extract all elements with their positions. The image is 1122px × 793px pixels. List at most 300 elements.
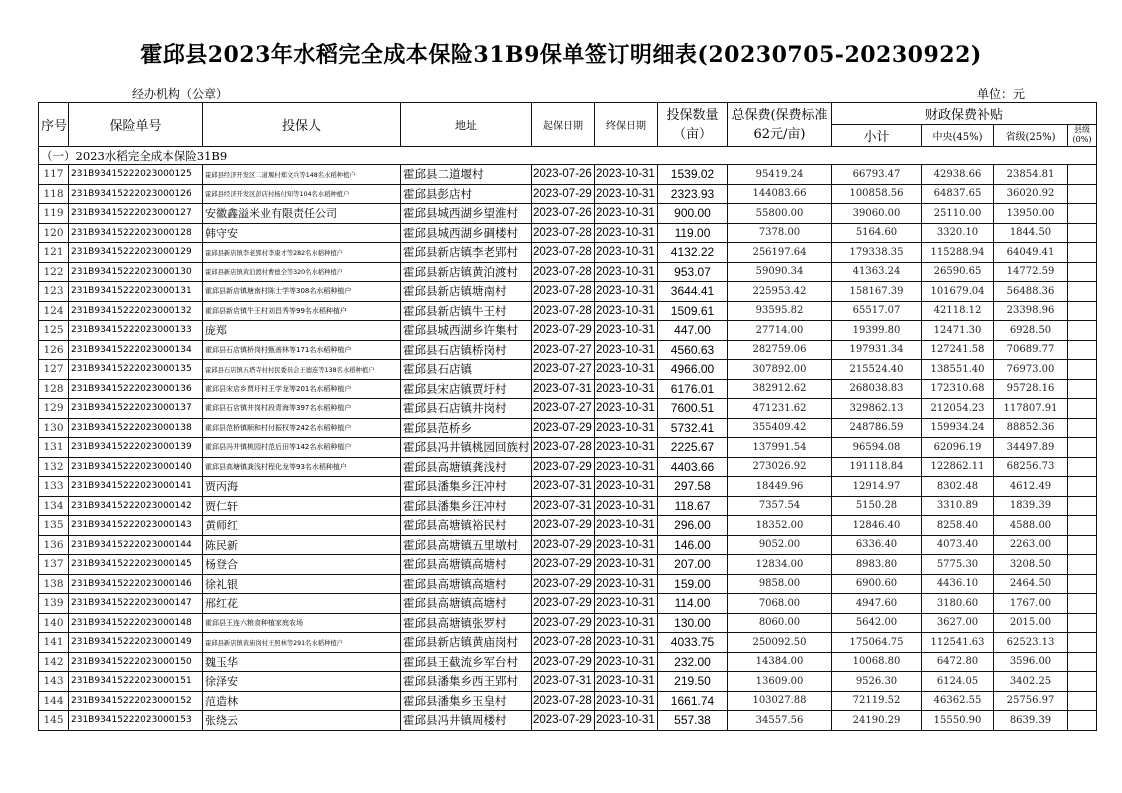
- provincial-cell: 4588.00: [994, 516, 1068, 536]
- header-insured: 投保人: [203, 103, 401, 147]
- insured-cell: 贾丙海: [203, 477, 401, 497]
- provincial-cell: 95728.16: [994, 379, 1068, 399]
- table-row: [39, 516, 1097, 536]
- seq-cell: 118: [39, 184, 69, 204]
- central-cell: 115288.94: [922, 243, 994, 263]
- seq-cell: 117: [39, 165, 69, 185]
- end-date-cell: 2023-10-31: [595, 418, 658, 438]
- total-premium-cell: 12834.00: [728, 555, 832, 575]
- subtotal-cell: 4947.60: [832, 594, 922, 614]
- seq-cell: 145: [39, 711, 69, 731]
- county-cell: [1068, 594, 1097, 614]
- insured-cell: 霍邱县石店镇井岗村段青海等397名水稻种植户: [203, 399, 401, 419]
- seq-cell: 125: [39, 321, 69, 341]
- total-premium-cell: 103027.88: [728, 691, 832, 711]
- insured-cell: 杨登合: [203, 555, 401, 575]
- subtotal-cell: 175064.75: [832, 633, 922, 653]
- insured-cell: 贾仁轩: [203, 496, 401, 516]
- total-premium-cell: 225953.42: [728, 282, 832, 302]
- policy-no-cell: 231B93415222023000140: [69, 457, 203, 477]
- provincial-cell: 34497.89: [994, 438, 1068, 458]
- provincial-cell: 2015.00: [994, 613, 1068, 633]
- quantity-cell: 4403.66: [658, 457, 728, 477]
- county-cell: [1068, 711, 1097, 731]
- quantity-cell: 4966.00: [658, 360, 728, 380]
- insured-cell: 霍邱县经济开发区彭店村杨付知等104名水稻种植户: [203, 184, 401, 204]
- subtotal-cell: 12914.97: [832, 477, 922, 497]
- subtotal-cell: 191118.84: [832, 457, 922, 477]
- table-row: [39, 165, 1097, 185]
- total-premium-cell: 256197.64: [728, 243, 832, 263]
- end-date-cell: 2023-10-31: [595, 399, 658, 419]
- address-cell: 霍邱县城西湖乡望淮村: [401, 204, 532, 224]
- subtotal-cell: 248786.59: [832, 418, 922, 438]
- insured-cell: 庞郑: [203, 321, 401, 341]
- address-cell: 霍邱县新店镇塘南村: [401, 282, 532, 302]
- start-date-cell: 2023-07-26: [532, 204, 595, 224]
- county-cell: [1068, 438, 1097, 458]
- end-date-cell: 2023-10-31: [595, 535, 658, 555]
- seq-cell: 131: [39, 438, 69, 458]
- insured-cell: 霍邱县王连六粮食种植家庭农场: [203, 613, 401, 633]
- start-date-cell: 2023-07-29: [532, 711, 595, 731]
- county-cell: [1068, 360, 1097, 380]
- unit-label: 单位：元: [977, 87, 1026, 101]
- address-cell: 霍邱县彭店村: [401, 184, 532, 204]
- county-cell: [1068, 399, 1097, 419]
- subtotal-cell: 24190.29: [832, 711, 922, 731]
- subtotal-cell: 6336.40: [832, 535, 922, 555]
- insured-cell: 霍邱县新店镇塘南村陈士学等308名水稻种植户: [203, 282, 401, 302]
- address-cell: 霍邱县潘集乡汪冲村: [401, 477, 532, 497]
- insured-cell: 范造林: [203, 691, 401, 711]
- end-date-cell: 2023-10-31: [595, 340, 658, 360]
- central-cell: 62096.19: [922, 438, 994, 458]
- quantity-cell: 296.00: [658, 516, 728, 536]
- seq-cell: 143: [39, 672, 69, 692]
- county-cell: [1068, 574, 1097, 594]
- quantity-cell: 118.67: [658, 496, 728, 516]
- quantity-cell: 297.58: [658, 477, 728, 497]
- subtotal-cell: 8983.80: [832, 555, 922, 575]
- end-date-cell: 2023-10-31: [595, 184, 658, 204]
- total-premium-cell: 9052.00: [728, 535, 832, 555]
- total-premium-cell: 250092.50: [728, 633, 832, 653]
- quantity-cell: 232.00: [658, 652, 728, 672]
- start-date-cell: 2023-07-29: [532, 613, 595, 633]
- subtotal-cell: 10068.80: [832, 652, 922, 672]
- start-date-cell: 2023-07-29: [532, 516, 595, 536]
- total-premium-cell: 7357.54: [728, 496, 832, 516]
- central-cell: 101679.04: [922, 282, 994, 302]
- address-cell: 霍邱县宋店镇贾圩村: [401, 379, 532, 399]
- address-cell: 霍邱县冯井镇桃园回族村: [401, 438, 532, 458]
- policy-no-cell: 231B93415222023000126: [69, 184, 203, 204]
- table-row: [39, 399, 1097, 419]
- central-cell: 64837.65: [922, 184, 994, 204]
- end-date-cell: 2023-10-31: [595, 574, 658, 594]
- address-cell: 霍邱县高塘镇裕民村: [401, 516, 532, 536]
- central-cell: 3180.60: [922, 594, 994, 614]
- table-row: [39, 340, 1097, 360]
- provincial-cell: 8639.39: [994, 711, 1068, 731]
- policy-no-cell: 231B93415222023000153: [69, 711, 203, 731]
- total-premium-cell: 95419.24: [728, 165, 832, 185]
- total-premium-cell: 273026.92: [728, 457, 832, 477]
- seq-cell: 129: [39, 399, 69, 419]
- county-cell: [1068, 301, 1097, 321]
- end-date-cell: 2023-10-31: [595, 223, 658, 243]
- end-date-cell: 2023-10-31: [595, 204, 658, 224]
- county-cell: [1068, 282, 1097, 302]
- start-date-cell: 2023-07-29: [532, 652, 595, 672]
- county-cell: [1068, 243, 1097, 263]
- seq-cell: 130: [39, 418, 69, 438]
- start-date-cell: 2023-07-26: [532, 165, 595, 185]
- end-date-cell: 2023-10-31: [595, 379, 658, 399]
- start-date-cell: 2023-07-28: [532, 262, 595, 282]
- total-premium-cell: 9858.00: [728, 574, 832, 594]
- central-cell: 42938.66: [922, 165, 994, 185]
- policy-no-cell: 231B93415222023000152: [69, 691, 203, 711]
- end-date-cell: 2023-10-31: [595, 711, 658, 731]
- central-cell: 25110.00: [922, 204, 994, 224]
- total-premium-cell: 8060.00: [728, 613, 832, 633]
- provincial-cell: 4612.49: [994, 477, 1068, 497]
- insured-cell: 霍邱县石店镇五塔寺村村民委员会王德连等138名水稻种植户: [203, 360, 401, 380]
- quantity-cell: 4132.22: [658, 243, 728, 263]
- policy-no-cell: 231B93415222023000134: [69, 340, 203, 360]
- subtotal-cell: 41363.24: [832, 262, 922, 282]
- provincial-cell: 23398.96: [994, 301, 1068, 321]
- policy-no-cell: 231B93415222023000132: [69, 301, 203, 321]
- address-cell: 霍邱县王截流乡军台村: [401, 652, 532, 672]
- seq-cell: 124: [39, 301, 69, 321]
- insured-cell: 霍邱县冯井镇桃园村范后田等142名水稻种植户: [203, 438, 401, 458]
- provincial-cell: 1839.39: [994, 496, 1068, 516]
- start-date-cell: 2023-07-28: [532, 438, 595, 458]
- end-date-cell: 2023-10-31: [595, 516, 658, 536]
- county-cell: [1068, 457, 1097, 477]
- quantity-cell: 953.07: [658, 262, 728, 282]
- quantity-cell: 146.00: [658, 535, 728, 555]
- header-policy-no: 保险单号: [69, 103, 203, 147]
- subtotal-cell: 96594.08: [832, 438, 922, 458]
- subtotal-cell: 39060.00: [832, 204, 922, 224]
- total-premium-cell: 18449.96: [728, 477, 832, 497]
- county-cell: [1068, 223, 1097, 243]
- central-cell: 138551.40: [922, 360, 994, 380]
- table-row: [39, 184, 1097, 204]
- address-cell: 霍邱县潘集乡西王郢村: [401, 672, 532, 692]
- table-row: [39, 438, 1097, 458]
- subtotal-cell: 158167.39: [832, 282, 922, 302]
- county-cell: [1068, 535, 1097, 555]
- quantity-cell: 557.38: [658, 711, 728, 731]
- policy-no-cell: 231B93415222023000139: [69, 438, 203, 458]
- start-date-cell: 2023-07-28: [532, 301, 595, 321]
- seq-cell: 142: [39, 652, 69, 672]
- central-cell: 4073.40: [922, 535, 994, 555]
- quantity-cell: 6176.01: [658, 379, 728, 399]
- subtotal-cell: 12846.40: [832, 516, 922, 536]
- seq-cell: 123: [39, 282, 69, 302]
- table-row: [39, 418, 1097, 438]
- header-start-date: 起保日期: [532, 103, 595, 147]
- header-subsidy: 财政保费补贴: [832, 103, 1097, 125]
- subtotal-cell: 9526.30: [832, 672, 922, 692]
- quantity-cell: 219.50: [658, 672, 728, 692]
- start-date-cell: 2023-07-29: [532, 184, 595, 204]
- start-date-cell: 2023-07-31: [532, 477, 595, 497]
- central-cell: 4436.10: [922, 574, 994, 594]
- insured-cell: 霍邱县新店镇黄泊渡村曹德全等320名水稻种植户: [203, 262, 401, 282]
- address-cell: 霍邱县范桥乡: [401, 418, 532, 438]
- subtotal-cell: 19399.80: [832, 321, 922, 341]
- policy-no-cell: 231B93415222023000147: [69, 594, 203, 614]
- end-date-cell: 2023-10-31: [595, 321, 658, 341]
- table-row: [39, 223, 1097, 243]
- quantity-cell: 119.00: [658, 223, 728, 243]
- provincial-cell: 3402.25: [994, 672, 1068, 692]
- total-premium-cell: 355409.42: [728, 418, 832, 438]
- provincial-cell: 1767.00: [994, 594, 1068, 614]
- header-quantity: 投保数量（亩）: [658, 103, 728, 147]
- end-date-cell: 2023-10-31: [595, 652, 658, 672]
- quantity-cell: 2225.67: [658, 438, 728, 458]
- table-row: [39, 535, 1097, 555]
- quantity-cell: 114.00: [658, 594, 728, 614]
- start-date-cell: 2023-07-27: [532, 340, 595, 360]
- county-cell: [1068, 204, 1097, 224]
- policy-no-cell: 231B93415222023000146: [69, 574, 203, 594]
- policy-no-cell: 231B93415222023000141: [69, 477, 203, 497]
- total-premium-cell: 55800.00: [728, 204, 832, 224]
- policy-no-cell: 231B93415222023000133: [69, 321, 203, 341]
- policy-no-cell: 231B93415222023000149: [69, 633, 203, 653]
- address-cell: 霍邱县高塘镇五里墩村: [401, 535, 532, 555]
- address-cell: 霍邱县新店镇黄泊渡村: [401, 262, 532, 282]
- seq-cell: 144: [39, 691, 69, 711]
- county-cell: [1068, 165, 1097, 185]
- policy-no-cell: 231B93415222023000138: [69, 418, 203, 438]
- insured-cell: 邢红花: [203, 594, 401, 614]
- seq-cell: 120: [39, 223, 69, 243]
- insured-cell: 霍邱县宋店乡贾圩村王学龙等201名水稻种植户: [203, 379, 401, 399]
- central-cell: 6124.05: [922, 672, 994, 692]
- policy-no-cell: 231B93415222023000142: [69, 496, 203, 516]
- insured-cell: 霍邱县经济开发区二道堰村郑文兵等148名水稻种植户: [203, 165, 401, 185]
- county-cell: [1068, 418, 1097, 438]
- central-cell: 6472.80: [922, 652, 994, 672]
- table-row: [39, 360, 1097, 380]
- start-date-cell: 2023-07-29: [532, 574, 595, 594]
- end-date-cell: 2023-10-31: [595, 457, 658, 477]
- provincial-cell: 2263.00: [994, 535, 1068, 555]
- table-row: [39, 613, 1097, 633]
- county-cell: [1068, 691, 1097, 711]
- provincial-cell: 62523.13: [994, 633, 1068, 653]
- total-premium-cell: 59090.34: [728, 262, 832, 282]
- county-cell: [1068, 652, 1097, 672]
- table-row: [39, 711, 1097, 731]
- subtotal-cell: 100858.56: [832, 184, 922, 204]
- central-cell: 159934.24: [922, 418, 994, 438]
- seq-cell: 121: [39, 243, 69, 263]
- provincial-cell: 3208.50: [994, 555, 1068, 575]
- seq-cell: 119: [39, 204, 69, 224]
- insured-cell: 徐泽安: [203, 672, 401, 692]
- subtotal-cell: 5150.28: [832, 496, 922, 516]
- seq-cell: 136: [39, 535, 69, 555]
- address-cell: 霍邱县石店镇桥岗村: [401, 340, 532, 360]
- policy-no-cell: 231B93415222023000143: [69, 516, 203, 536]
- seq-cell: 140: [39, 613, 69, 633]
- central-cell: 3320.10: [922, 223, 994, 243]
- end-date-cell: 2023-10-31: [595, 243, 658, 263]
- policy-no-cell: 231B93415222023000131: [69, 282, 203, 302]
- total-premium-cell: 144083.66: [728, 184, 832, 204]
- end-date-cell: 2023-10-31: [595, 360, 658, 380]
- county-cell: [1068, 516, 1097, 536]
- seq-cell: 138: [39, 574, 69, 594]
- quantity-cell: 2323.93: [658, 184, 728, 204]
- provincial-cell: 25756.97: [994, 691, 1068, 711]
- quantity-cell: 159.00: [658, 574, 728, 594]
- table-row: [39, 672, 1097, 692]
- policy-no-cell: 231B93415222023000136: [69, 379, 203, 399]
- total-premium-cell: 471231.62: [728, 399, 832, 419]
- address-cell: 霍邱县二道堰村: [401, 165, 532, 185]
- header-central: 中央(45%): [922, 125, 994, 147]
- insured-cell: 安徽鑫溢米业有限责任公司: [203, 204, 401, 224]
- central-cell: 46362.55: [922, 691, 994, 711]
- start-date-cell: 2023-07-29: [532, 555, 595, 575]
- policy-no-cell: 231B93415222023000125: [69, 165, 203, 185]
- address-cell: 霍邱县石店镇: [401, 360, 532, 380]
- central-cell: 15550.90: [922, 711, 994, 731]
- central-cell: 172310.68: [922, 379, 994, 399]
- county-cell: [1068, 555, 1097, 575]
- quantity-cell: 4560.63: [658, 340, 728, 360]
- end-date-cell: 2023-10-31: [595, 613, 658, 633]
- county-cell: [1068, 262, 1097, 282]
- table-row: [39, 282, 1097, 302]
- total-premium-cell: 14384.00: [728, 652, 832, 672]
- total-premium-cell: 27714.00: [728, 321, 832, 341]
- central-cell: 127241.58: [922, 340, 994, 360]
- start-date-cell: 2023-07-28: [532, 633, 595, 653]
- address-cell: 霍邱县新店镇李老郢村: [401, 243, 532, 263]
- address-cell: 霍邱县高塘镇高塘村: [401, 594, 532, 614]
- central-cell: 26590.65: [922, 262, 994, 282]
- table-row: [39, 204, 1097, 224]
- insured-cell: 魏玉华: [203, 652, 401, 672]
- policy-no-cell: 231B93415222023000148: [69, 613, 203, 633]
- county-cell: [1068, 477, 1097, 497]
- seq-cell: 135: [39, 516, 69, 536]
- central-cell: 5775.30: [922, 555, 994, 575]
- table-row: [39, 321, 1097, 341]
- central-cell: 12471.30: [922, 321, 994, 341]
- table-row: [39, 477, 1097, 497]
- total-premium-cell: 307892.00: [728, 360, 832, 380]
- total-premium-cell: 137991.54: [728, 438, 832, 458]
- table-row: [39, 555, 1097, 575]
- county-cell: [1068, 633, 1097, 653]
- quantity-cell: 3644.41: [658, 282, 728, 302]
- county-cell: [1068, 672, 1097, 692]
- county-cell: [1068, 496, 1097, 516]
- central-cell: 8302.48: [922, 477, 994, 497]
- county-cell: [1068, 379, 1097, 399]
- table-row: [39, 243, 1097, 263]
- seq-cell: 132: [39, 457, 69, 477]
- address-cell: 霍邱县新店镇牛王村: [401, 301, 532, 321]
- policy-no-cell: 231B93415222023000137: [69, 399, 203, 419]
- start-date-cell: 2023-07-31: [532, 496, 595, 516]
- address-cell: 霍邱县城西湖乡碉楼村: [401, 223, 532, 243]
- insured-cell: 霍邱县新店镇黄庙岗村王照林等291名水稻种植户: [203, 633, 401, 653]
- seq-cell: 139: [39, 594, 69, 614]
- end-date-cell: 2023-10-31: [595, 691, 658, 711]
- central-cell: 122862.11: [922, 457, 994, 477]
- page-title: 霍邱县2023年水稻完全成本保险31B9保单签订明细表(20230705-20230922): [140, 42, 982, 68]
- provincial-cell: 36020.92: [994, 184, 1068, 204]
- address-cell: 霍邱县高塘镇张罗村: [401, 613, 532, 633]
- policy-no-cell: 231B93415222023000129: [69, 243, 203, 263]
- address-cell: 霍邱县城西湖乡许集村: [401, 321, 532, 341]
- quantity-cell: 1509.61: [658, 301, 728, 321]
- quantity-cell: 1661.74: [658, 691, 728, 711]
- total-premium-cell: 7068.00: [728, 594, 832, 614]
- subtotal-cell: 179338.35: [832, 243, 922, 263]
- total-premium-cell: 7378.00: [728, 223, 832, 243]
- subtotal-cell: 5642.00: [832, 613, 922, 633]
- insured-cell: 韩守安: [203, 223, 401, 243]
- address-cell: 霍邱县高塘镇龚浅村: [401, 457, 532, 477]
- central-cell: 8258.40: [922, 516, 994, 536]
- total-premium-cell: 34557.56: [728, 711, 832, 731]
- header-end-date: 终保日期: [595, 103, 658, 147]
- provincial-cell: 1844.50: [994, 223, 1068, 243]
- provincial-cell: 76973.00: [994, 360, 1068, 380]
- subtotal-cell: 215524.40: [832, 360, 922, 380]
- start-date-cell: 2023-07-28: [532, 223, 595, 243]
- seq-cell: 126: [39, 340, 69, 360]
- provincial-cell: 6928.50: [994, 321, 1068, 341]
- address-cell: 霍邱县高塘镇高塘村: [401, 574, 532, 594]
- start-date-cell: 2023-07-31: [532, 379, 595, 399]
- county-cell: [1068, 321, 1097, 341]
- end-date-cell: 2023-10-31: [595, 262, 658, 282]
- central-cell: 112541.63: [922, 633, 994, 653]
- table-row: [39, 379, 1097, 399]
- address-cell: 霍邱县潘集乡汪冲村: [401, 496, 532, 516]
- provincial-cell: 70689.77: [994, 340, 1068, 360]
- quantity-cell: 207.00: [658, 555, 728, 575]
- end-date-cell: 2023-10-31: [595, 633, 658, 653]
- end-date-cell: 2023-10-31: [595, 165, 658, 185]
- policy-no-cell: 231B93415222023000135: [69, 360, 203, 380]
- quantity-cell: 1539.02: [658, 165, 728, 185]
- table-row: [39, 594, 1097, 614]
- county-cell: [1068, 184, 1097, 204]
- table-row: [39, 262, 1097, 282]
- provincial-cell: 56488.36: [994, 282, 1068, 302]
- county-cell: [1068, 340, 1097, 360]
- policy-no-cell: 231B93415222023000127: [69, 204, 203, 224]
